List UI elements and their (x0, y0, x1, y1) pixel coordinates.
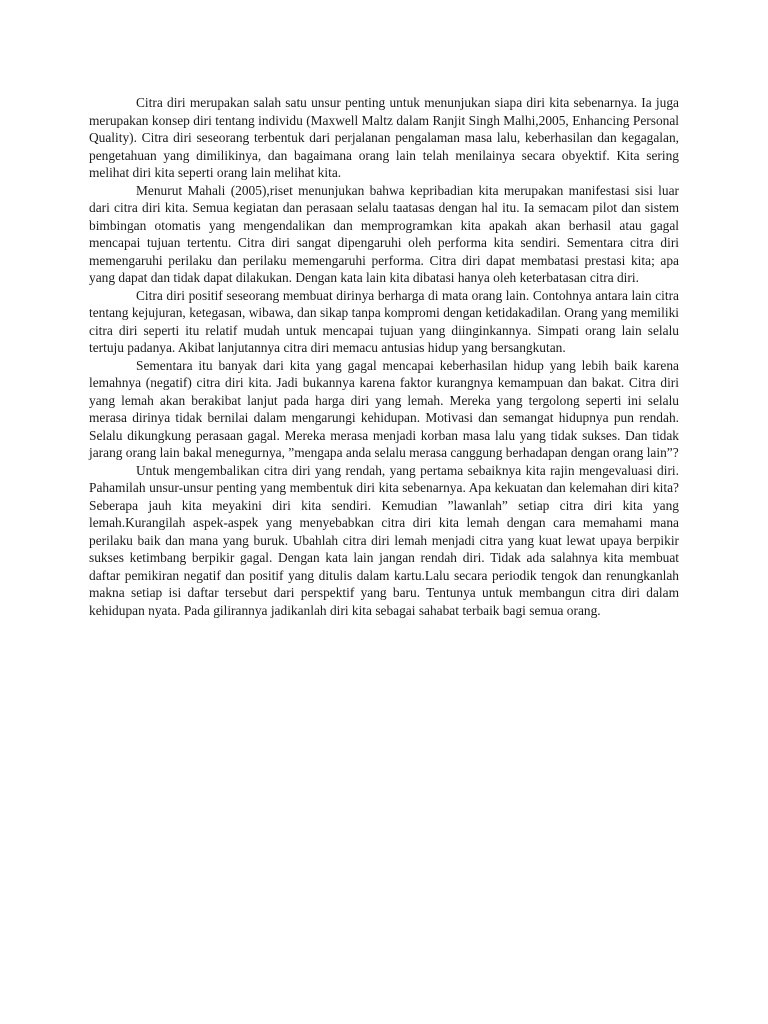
paragraph-5: Untuk mengembalikan citra diri yang rendah, yang pertama sebaiknya kita rajin mengevaluasi diri. Pahamilah unsur-unsur penting yang membentuk diri kita sebenarnya. Apa kekuatan dan kelemahan diri kita? Seberapa jauh kita meyakini diri kita sendiri. Kemudian ”lawanlah” setiap citra diri kita yang lemah.Kurangilah aspek-aspek yang menyebabkan citra diri kita lemah dengan cara memahami mana perilaku baik dan mana yang buruk. Ubahlah citra diri lemah menjadi citra yang kuat lewat upaya berpikir sukses ketimbang berpikir gagal. Dengan kata lain jangan rendah diri. Tidak ada salahnya kita membuat daftar pemikiran negatif dan positif yang ditulis dalam kartu.Lalu secara periodik tengok dan renungkanlah makna setiap isi daftar tersebut dari perspektif yang baru. Tentunya untuk membangun citra diri dalam kehidupan nyata. Pada gilirannya jadikanlah diri kita sebagai sahabat terbaik bagi semua orang. (89, 462, 679, 618)
paragraph-4: Sementara itu banyak dari kita yang gagal mencapai keberhasilan hidup yang lebih baik karena lemahnya (negatif) citra diri kita. Jadi bukannya karena faktor kurangnya kemampuan dan bakat. Citra diri yang lemah akan berakibat lanjut pada harga diri yang lemah. Mereka yang tergolong seperti ini selalu merasa dirinya tidak bernilai dalam mengarungi kehidupan. Motivasi dan semangat hidupnya pun rendah. Selalu dikungkung perasaan gagal. Mereka merasa menjadi korban masa lalu yang tidak sukses. Dan tidak jarang orang lain bakal menegurnya, ”mengapa anda selalu merasa canggung berhadapan dengan orang lain”? (89, 357, 679, 460)
paragraph-3: Citra diri positif seseorang membuat dirinya berharga di mata orang lain. Contohnya antara lain citra tentang kejujuran, ketegasan, wibawa, dan sikap tanpa kompromi dengan ketidakadilan. Orang yang memiliki citra diri seperti itu relatif mudah untuk mencapai tujuan yang diinginkannya. Simpati orang lain selalu tertuju padanya. Akibat lanjutannya citra diri memacu antusias hidup yang bersangkutan. (89, 287, 679, 355)
paragraph-1: Citra diri merupakan salah satu unsur penting untuk menunjukan siapa diri kita sebenarnya. Ia juga merupakan konsep diri tentang individu (Maxwell Maltz dalam Ranjit Singh Malhi,2005, Enhancing Personal Quality). Citra diri seseorang terbentuk dari perjalanan pengalaman masa lalu, keberhasilan dan kegagalan, pengetahuan yang dimilikinya, dan bagaimana orang lain telah menilainya secara obyektif. Kita sering melihat diri kita seperti orang lain melihat kita. (89, 95, 679, 180)
paragraph-2: Menurut Mahali (2005),riset menunjukan bahwa kepribadian kita merupakan manifestasi sisi luar dari citra diri kita. Semua kegiatan dan perasaan selalu taatasas dengan hal itu. Ia semacam pilot dan sistem bimbingan otomatis yang mengendalikan dan memprogramkan kita apakah akan berhasil atau gagal mencapai tujuan tertentu. Citra diri sangat dipengaruhi oleh performa kita sendiri. Sementara citra diri memengaruhi perilaku dan perilaku memengaruhi performa. Citra diri dapat membatasi prestasi kita; apa yang dapat dan tidak dapat dilakukan. Dengan kata lain kita dibatasi hanya oleh keterbatasan citra diri. (89, 182, 679, 285)
document-body (89, 94, 679, 619)
